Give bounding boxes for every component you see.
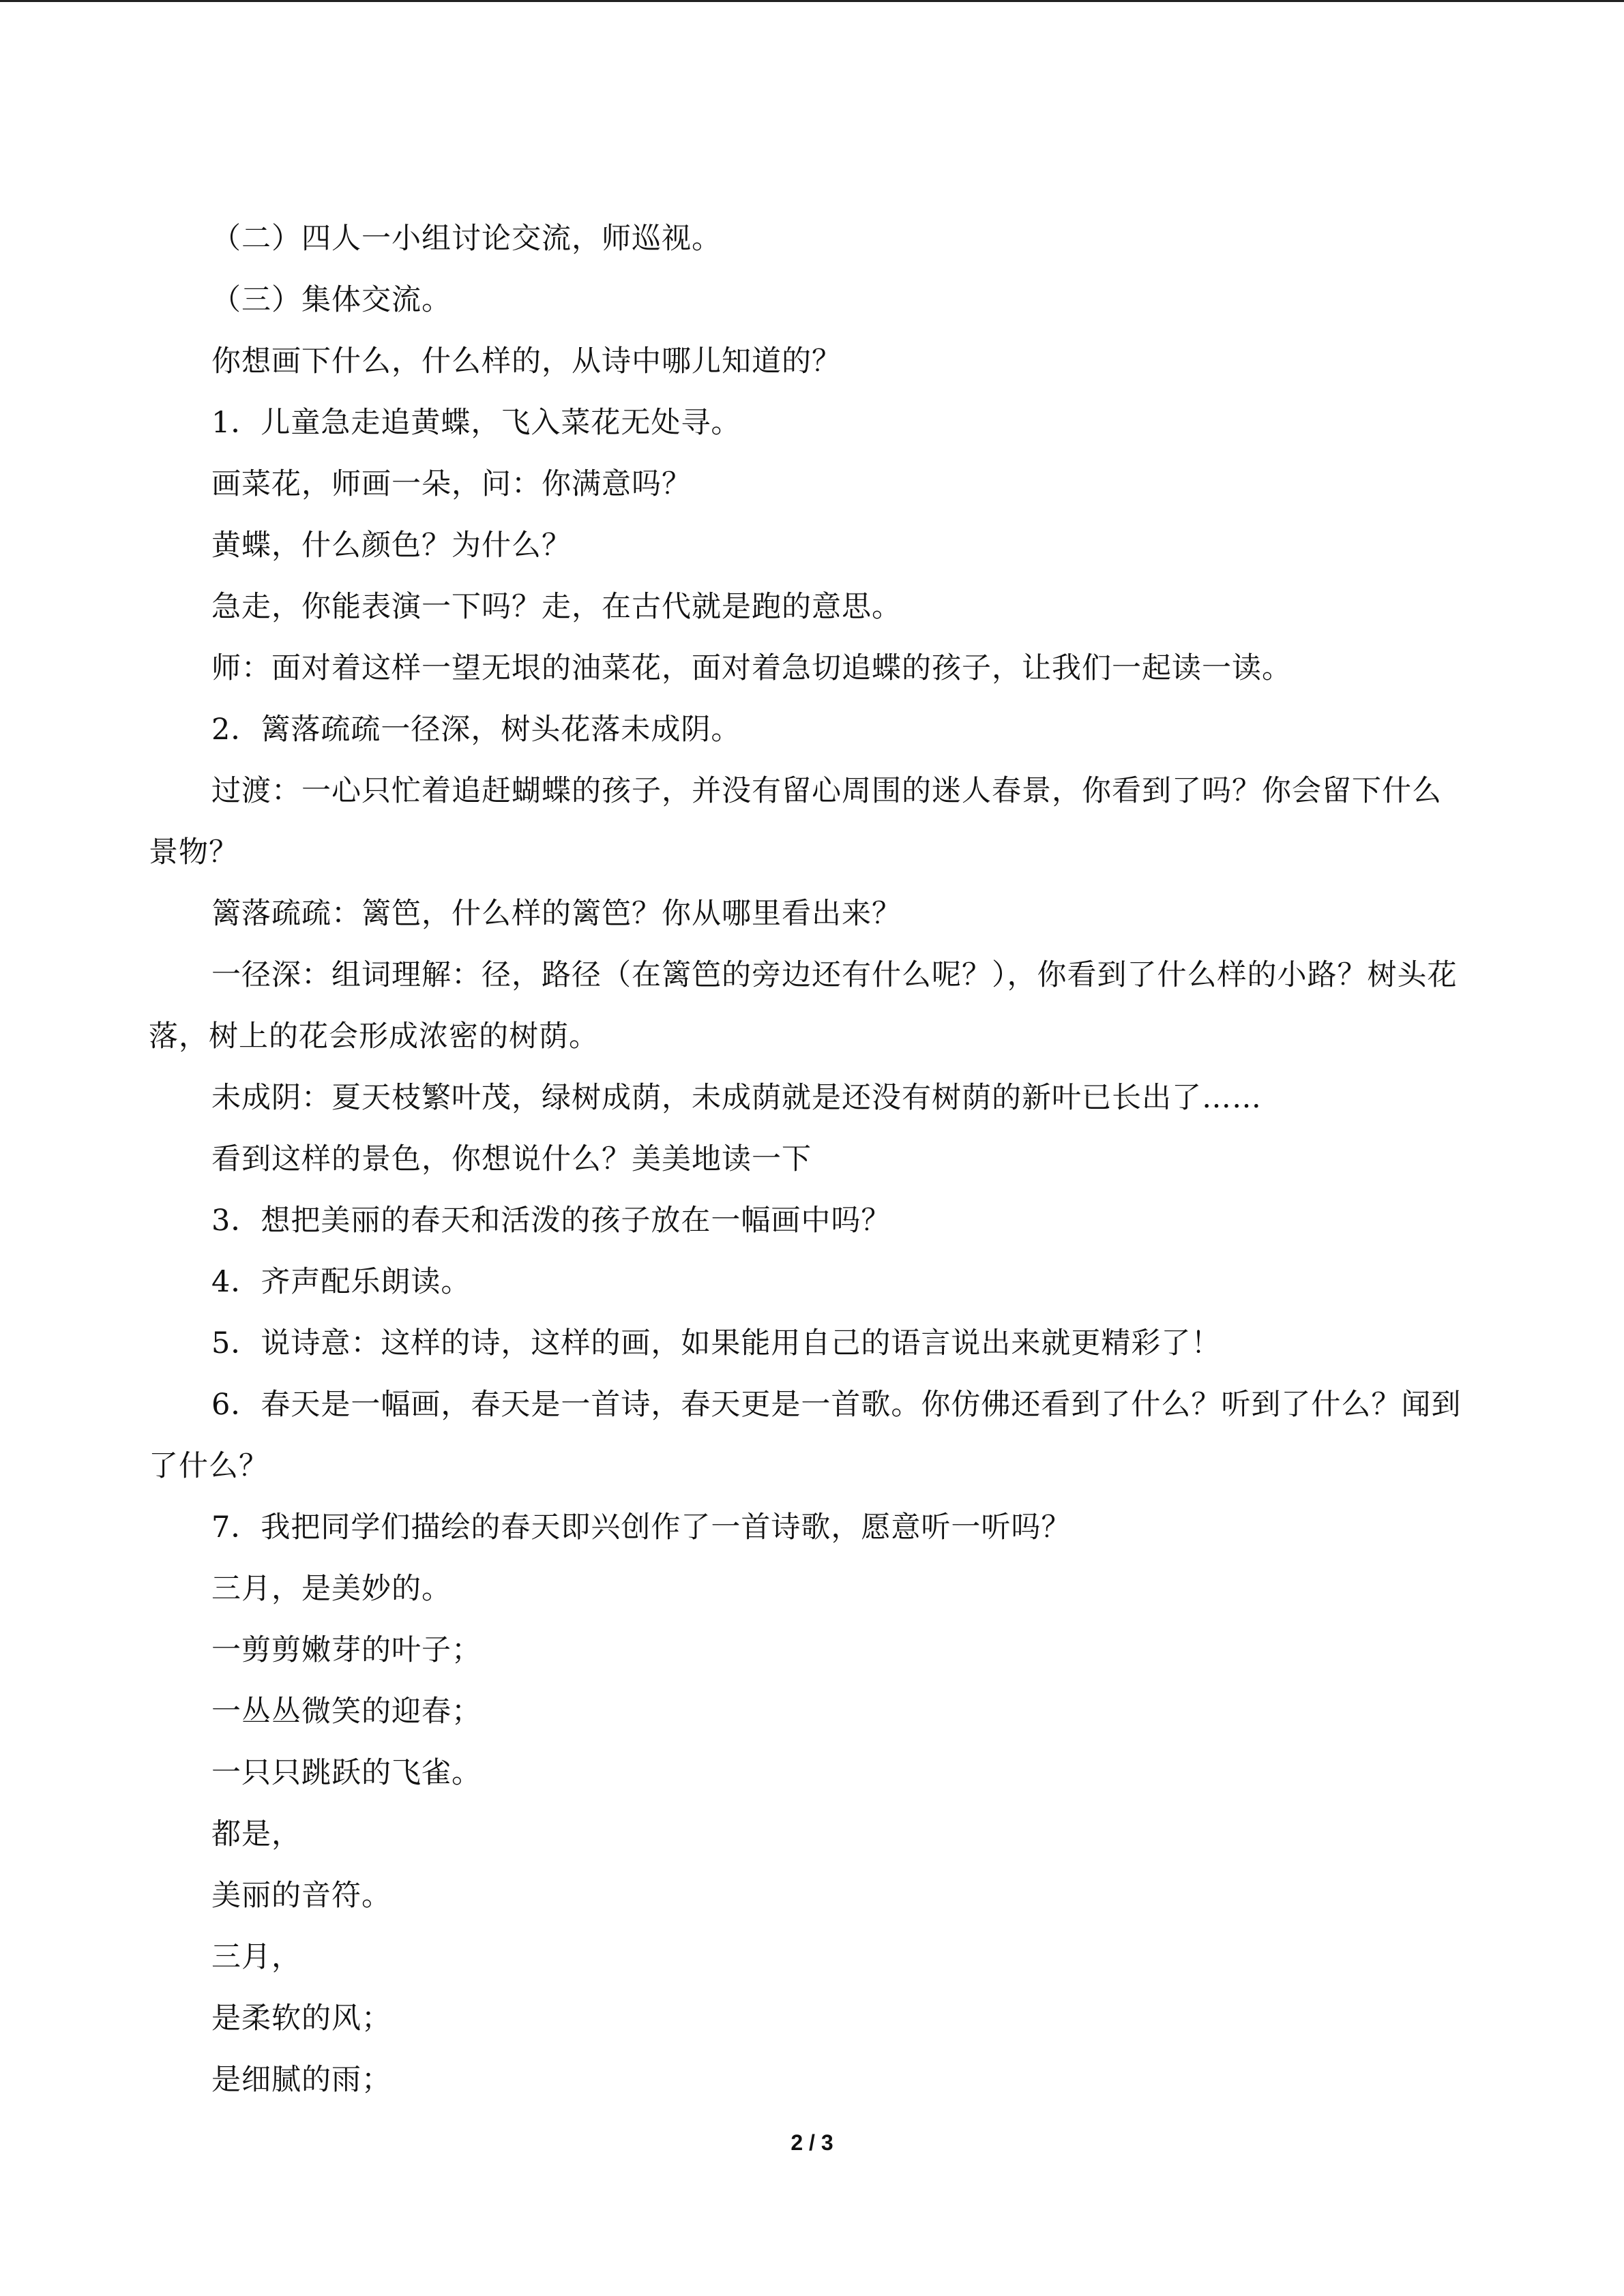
paragraph: 未成阴：夏天枝繁叶茂，绿树成荫，未成荫就是还没有树荫的新叶已长出了…… [211, 1081, 1262, 1115]
paragraph: 篱落疏疏：篱笆，什么样的篱笆？你从哪里看出来？ [211, 897, 902, 931]
paragraph: 急走，你能表演一下吗？走，在古代就是跑的意思。 [211, 590, 902, 624]
poem-line: 是柔软的风； [211, 2001, 392, 2036]
poem-line: 一只只跳跃的飞雀。 [211, 1756, 482, 1790]
paragraph: 7．我把同学们描绘的春天即兴创作了一首诗歌，愿意听一听吗？ [211, 1510, 1072, 1545]
poem-line: 三月， [211, 1940, 301, 1974]
paragraph: 你想画下什么，什么样的，从诗中哪儿知道的？ [211, 344, 842, 378]
paragraph: 一径深：组词理解：径，路径（在篱笆的旁边还有什么呢？），你看到了什么样的小路？树头花落，树上的花会形成浓密的树荫。 [149, 958, 1458, 1054]
poem-line: 一丛丛微笑的迎春； [211, 1695, 482, 1729]
paragraph: 看到这样的景色，你想说什么？美美地读一下 [211, 1142, 812, 1176]
poem-line: 三月，是美妙的。 [211, 1572, 452, 1606]
paragraph: 5．说诗意：这样的诗，这样的画，如果能用自己的语言说出来就更精彩了！ [211, 1326, 1222, 1360]
document-body [149, 208, 1462, 2111]
page-number: 2 / 3 [791, 2130, 833, 2155]
top-border-line [0, 0, 1624, 2]
paragraph: 黄蝶，什么颜色？为什么？ [211, 528, 572, 563]
paragraph: 4．齐声配乐朗读。 [211, 1265, 471, 1299]
paragraph: 2．篱落疏疏一径深，树头花落未成阴。 [211, 713, 741, 747]
paragraph: 过渡：一心只忙着追赶蝴蝶的孩子，并没有留心周围的迷人春景，你看到了吗？你会留下什么景物？ [149, 774, 1442, 869]
paragraph: 6．春天是一幅画，春天是一首诗，春天更是一首歌。你仿佛还看到了什么？听到了什么？闻到了什么？ [149, 1388, 1462, 1483]
paragraph: 1．儿童急走追黄蝶，飞入菜花无处寻。 [211, 406, 741, 440]
poem-line: 美丽的音符。 [211, 1879, 392, 1913]
paragraph: 3．想把美丽的春天和活泼的孩子放在一幅画中吗？ [211, 1204, 891, 1238]
paragraph: （三）集体交流。 [211, 283, 452, 317]
paragraph: 画菜花，师画一朵，问：你满意吗？ [211, 467, 692, 501]
poem-line: 是细腻的雨； [211, 2063, 392, 2097]
paragraph: 师：面对着这样一望无垠的油菜花，面对着急切追蝶的孩子，让我们一起读一读。 [211, 651, 1292, 685]
paragraph: （二）四人一小组讨论交流，师巡视。 [211, 222, 722, 256]
poem-line: 一剪剪嫩芽的叶子； [211, 1633, 482, 1667]
poem-line: 都是， [211, 1817, 301, 1851]
